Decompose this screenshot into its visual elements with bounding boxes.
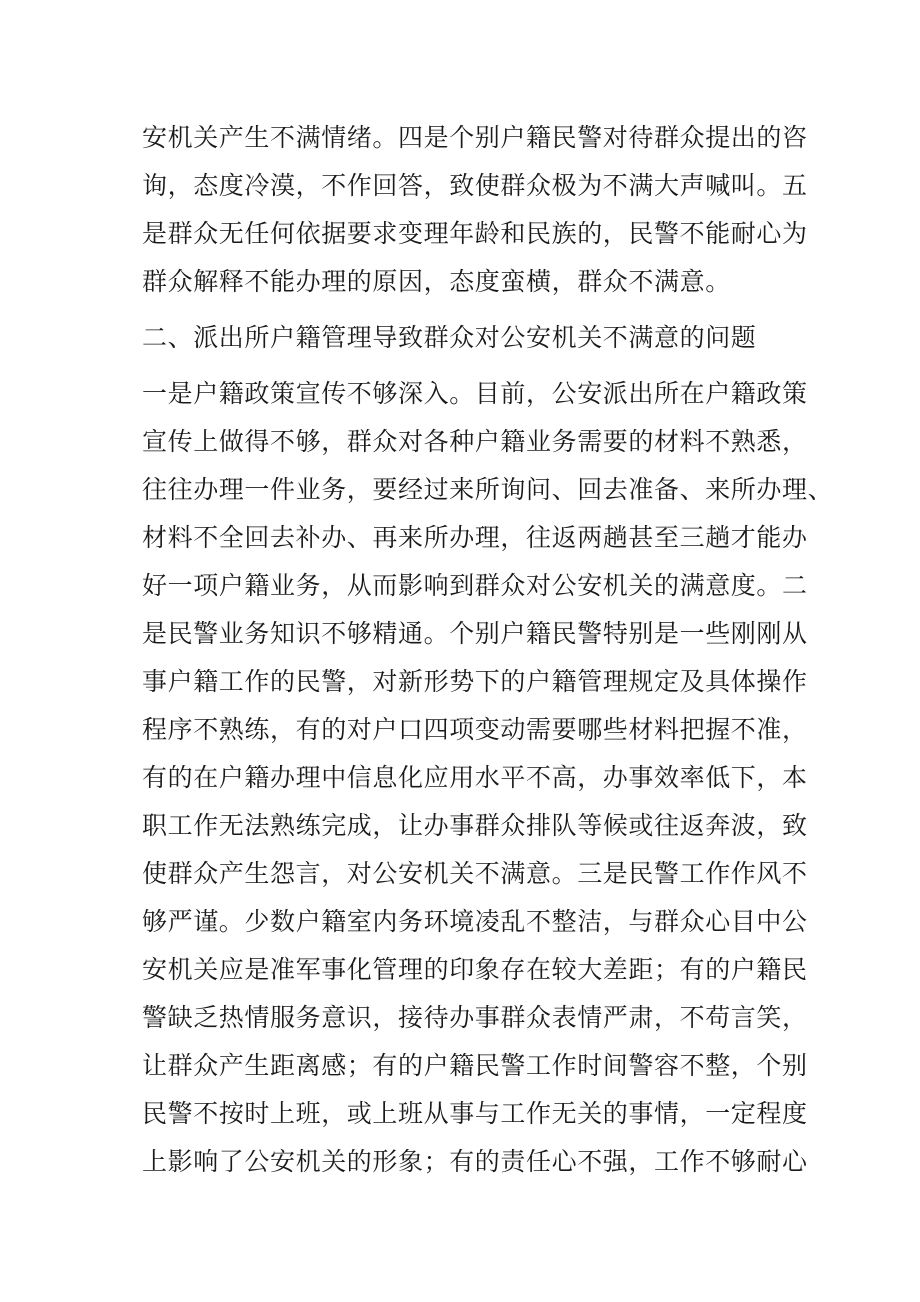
text-line: 安机关应是准军事化管理的印象存在较大差距；有的户籍民 [142,955,808,984]
text-line: 职工作无法熟练完成，让办事群众排队等候或往返奔波，致 [142,811,808,840]
text-line: 民警不按时上班，或上班从事与工作无关的事情，一定程度 [142,1099,808,1128]
section-heading [142,314,782,362]
text-line: 宣传上做得不够，群众对各种户籍业务需要的材料不熟悉， [142,427,808,456]
text-line: 有的在户籍办理中信息化应用水平不高，办事效率低下，本 [142,763,808,792]
text-line: 程序不熟练，有的对户口四项变动需要哪些材料把握不准， [142,715,808,744]
paragraph-problems [142,370,834,1186]
text-line: 事户籍工作的民警，对新形势下的户籍管理规定及具体操作 [142,667,808,696]
text-line: 警缺乏热情服务意识，接待办事群众表情严肃，不苟言笑， [142,1003,808,1032]
text-line: 好一项户籍业务，从而影响到群众对公安机关的满意度。二 [142,571,808,600]
text-line: 够严谨。少数户籍室内务环境凌乱不整洁，与群众心目中公 [142,907,808,936]
heading-line: 二、派出所户籍管理导致群众对公安机关不满意的问题 [142,323,757,352]
text-line: 往往办理一件业务，要经过来所询问、回去准备、来所办理、 [142,475,834,504]
text-line: 群众解释不能办理的原因，态度蛮横，群众不满意。 [142,267,731,296]
document-page [142,114,834,1186]
text-line: 让群众产生距离感；有的户籍民警工作时间警容不整，个别 [142,1051,808,1080]
text-line: 安机关产生不满情绪。四是个别户籍民警对待群众提出的咨 [142,123,808,152]
text-line: 是民警业务知识不够精通。个别户籍民警特别是一些刚刚从 [142,619,808,648]
text-line: 一是户籍政策宣传不够深入。目前，公安派出所在户籍政策 [142,379,808,408]
text-line: 询，态度冷漠，不作回答，致使群众极为不满大声喊叫。五 [142,171,808,200]
text-line: 是群众无任何依据要求变理年龄和民族的，民警不能耐心为 [142,219,808,248]
paragraph-continuation [142,114,808,306]
text-line: 上影响了公安机关的形象；有的责任心不强，工作不够耐心 [142,1147,808,1176]
text-line: 使群众产生怨言，对公安机关不满意。三是民警工作作风不 [142,859,808,888]
text-line: 材料不全回去补办、再来所办理，往返两趟甚至三趟才能办 [142,523,808,552]
